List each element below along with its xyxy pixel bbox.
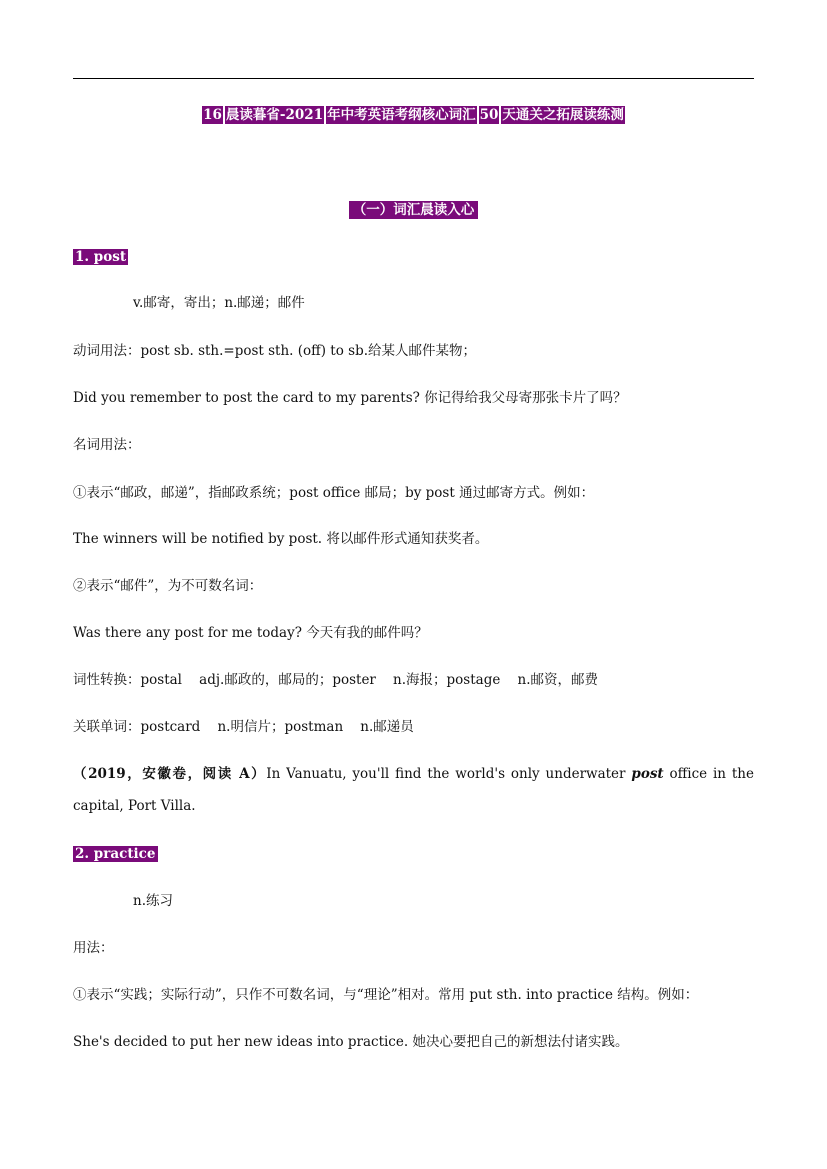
example-1-practice: She's decided to put her new ideas into practice. 她决心要把自己的新想法付诸实践。 [73, 1034, 629, 1050]
exam-source: （2019，安徽卷，阅读 A） [73, 766, 267, 782]
title-seg-3: 年中考英语考纲核心词汇 [327, 107, 476, 123]
exam-text-before: In Vanuatu, you'll find the world's only underwater [266, 766, 632, 782]
word-heading-label: 1. post [75, 249, 127, 265]
noun-usage-2: ②表示“邮件”，为不可数名词： [73, 578, 263, 594]
usage-label-practice: 用法： [73, 940, 114, 956]
exam-text-after: office in the capital, Port Villa. [73, 766, 754, 814]
definition-practice: n.练习 [133, 893, 173, 909]
noun-example-2: Was there any post for me today? 今天有我的邮件吗？ [73, 625, 428, 641]
verb-usage-post: 动词用法：post sb. sth.=post sth. (off) to sb.给某人邮件某物； [73, 343, 477, 359]
header-rule [73, 78, 754, 79]
title-seg-2: 晨读暮省-2021 [225, 107, 324, 123]
word-forms-post: 词性转换：postal adj.邮政的，邮局的；poster n.海报；postage n.邮资，邮费 [73, 672, 598, 688]
verb-example-post: Did you remember to post the card to my parents? 你记得给我父母寄那张卡片了吗？ [73, 390, 627, 406]
noun-usage-1: ①表示“邮政，邮递”，指邮政系统；post office 邮局；by post 通过邮寄方式。例如： [73, 485, 595, 501]
related-words-post: 关联单词：postcard n.明信片；postman n.邮递员 [73, 719, 414, 735]
exam-keyword: post [631, 766, 664, 782]
word-heading-post [73, 248, 128, 266]
section-header [0, 201, 827, 219]
usage-1-practice: ①表示“实践；实际行动”，只作不可数名词，与“理论”相对。常用 put sth. into practice 结构。例如： [73, 987, 699, 1003]
noun-example-1: The winners will be notified by post. 将以邮件形式通知获奖者。 [73, 531, 489, 547]
title-seg-4: 50 [479, 107, 499, 123]
exam-sentence-post [73, 758, 754, 822]
page-title [0, 106, 827, 124]
title-seg-1: 16 [203, 107, 222, 123]
section-header-label: （一）词汇晨读入心 [349, 201, 479, 219]
noun-usage-label: 名词用法： [73, 437, 141, 453]
title-seg-5: 天通关之拓展读练测 [502, 107, 624, 123]
word-heading-practice [73, 845, 158, 863]
definition-post: v.邮寄，寄出；n.邮递；邮件 [133, 295, 305, 311]
word-heading-label: 2. practice [75, 846, 156, 862]
